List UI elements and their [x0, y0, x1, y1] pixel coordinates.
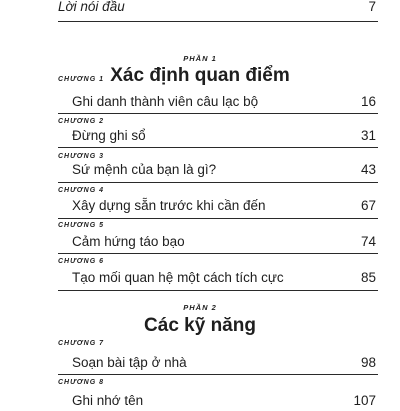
- toc-entry-chapter-1: [0, 92, 400, 112]
- toc-entry-page: 98: [360, 355, 376, 370]
- divider: [58, 147, 378, 148]
- part-2-title: Các kỹ năng: [144, 315, 256, 336]
- toc-entry-page: 74: [360, 234, 376, 249]
- toc-entry-chapter-8: [0, 391, 400, 411]
- divider: [58, 253, 378, 254]
- chapter-8-label: CHƯƠNG 8: [58, 379, 104, 386]
- toc-entry-title: Đừng ghi sổ: [72, 128, 146, 143]
- toc-entry-title: Ghi nhớ tên: [72, 393, 144, 408]
- chapter-3-label: CHƯƠNG 3: [58, 153, 104, 160]
- toc-entry-title: Lời nói đầu: [58, 0, 125, 14]
- divider: [58, 218, 378, 219]
- divider: [58, 290, 378, 291]
- divider: [58, 21, 378, 22]
- toc-entry-page: 31: [360, 128, 376, 143]
- toc-entry-title: Sứ mệnh của bạn là gì?: [72, 162, 217, 177]
- chapter-2-label: CHƯƠNG 2: [58, 118, 104, 125]
- toc-entry-chapter-7: [0, 353, 400, 373]
- toc-entry-page: 16: [360, 94, 376, 109]
- divider: [58, 113, 378, 114]
- part-1-label: PHẦN 1: [183, 54, 217, 63]
- chapter-4-label: CHƯƠNG 4: [58, 187, 104, 194]
- chapter-1-label: CHƯƠNG 1: [58, 76, 104, 83]
- toc-entry-preface: [0, 0, 400, 17]
- toc-entry-title: Xây dựng sẵn trước khi cần đến: [72, 198, 266, 213]
- chapter-7-label: CHƯƠNG 7: [58, 340, 104, 347]
- toc-entry-title: Ghi danh thành viên câu lạc bộ: [72, 94, 259, 109]
- toc-entry-chapter-2: [0, 126, 400, 146]
- toc-entry-title: Tạo mối quan hệ một cách tích cực: [72, 270, 284, 285]
- toc-entry-page: 85: [360, 270, 376, 285]
- toc-entry-page: 107: [353, 393, 376, 408]
- part-1-title: Xác định quan điểm: [110, 65, 290, 86]
- toc-entry-chapter-5: [0, 232, 400, 252]
- divider: [58, 182, 378, 183]
- toc-entry-page: 7: [368, 0, 376, 14]
- toc-entry-chapter-3: [0, 160, 400, 180]
- divider: [58, 374, 378, 375]
- toc-entry-chapter-6: [0, 268, 400, 288]
- toc-entry-title: Soạn bài tập ở nhà: [72, 355, 187, 370]
- toc-entry-page: 43: [360, 162, 376, 177]
- toc-entry-title: Cảm hứng táo bạo: [72, 234, 185, 249]
- chapter-5-label: CHƯƠNG 5: [58, 222, 104, 229]
- part-2-label: PHẦN 2: [183, 303, 217, 312]
- toc-entry-page: 67: [360, 198, 376, 213]
- chapter-6-label: CHƯƠNG 6: [58, 258, 104, 265]
- toc-entry-chapter-4: [0, 196, 400, 216]
